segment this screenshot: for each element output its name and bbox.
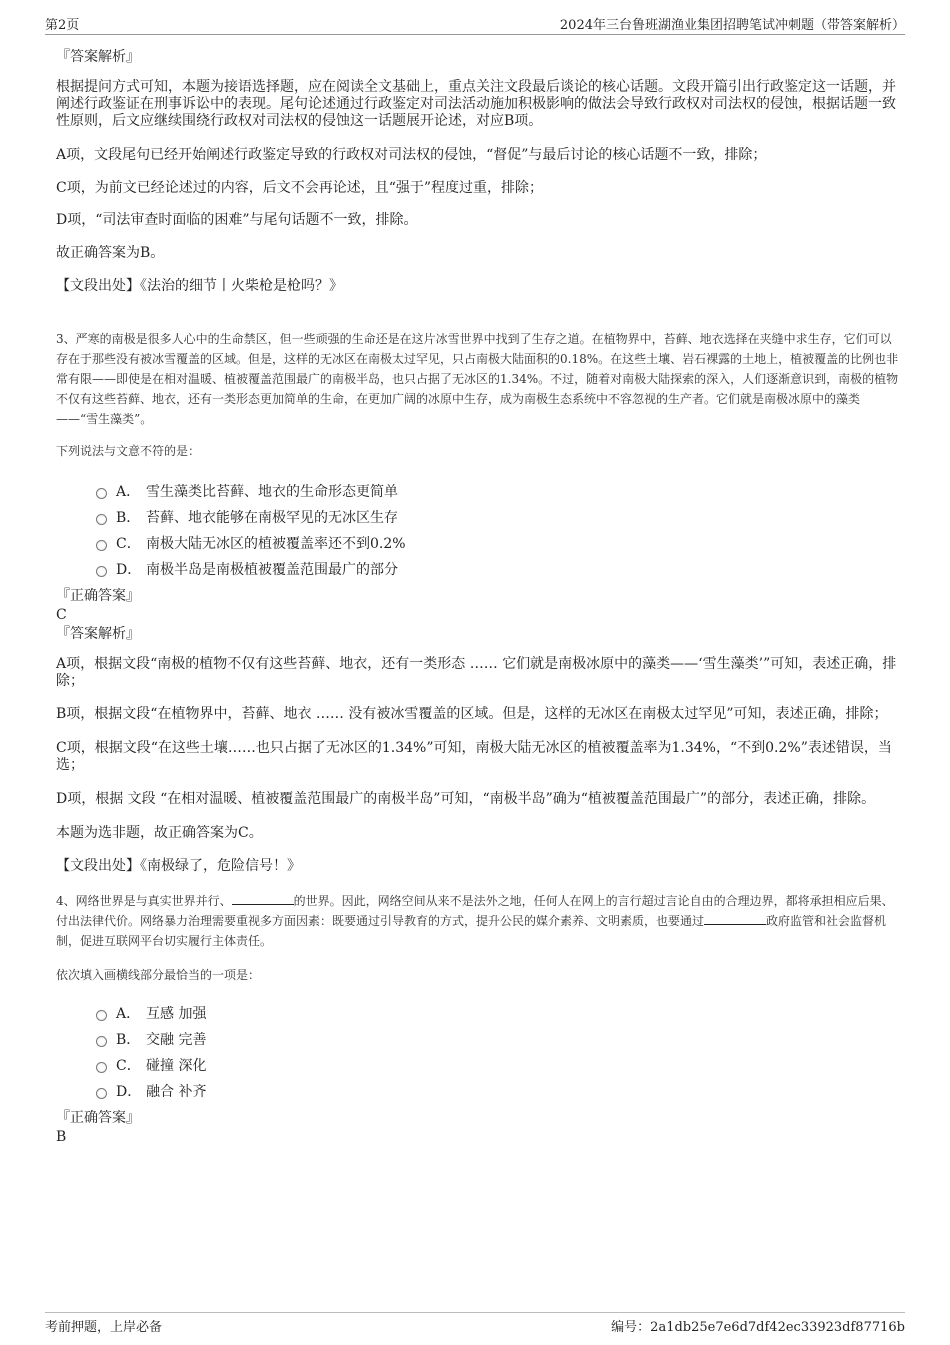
radio-icon[interactable]: [96, 566, 107, 577]
radio-icon[interactable]: [96, 1062, 107, 1073]
fill-blank-1: [232, 892, 294, 905]
q3-option-c[interactable]: C． 南极大陆无冰区的植被覆盖率还不到0.2%: [96, 531, 900, 557]
document-title: 2024年三台鲁班湖渔业集团招聘笔试冲刺题（带答案解析）: [559, 18, 905, 33]
q3-stem: 3、严寒的南极是很多人心中的生命禁区，但一些顽强的生命还是在这片冰雪世界中找到了生存之道。在植物界中，苔藓、地衣选择在夹缝中求生存，它们可以存在于那些没有被冰雪覆盖的区域。但是，这样的无冰区在南极太过罕见，只占南极大陆面积的0.18%。在这些土壤、岩石裸露的土地上，植被覆盖的比例也非常有限——即使是在相对温暖、植被覆盖范围最广的南极半岛，也只占据了无冰区的1.34%。不过，随着对南极大陆探索的深入，人们逐渐意识到，南极的植物不仅有这些苔藓、地衣，还有一类形态更加简单的生命，在更加广阔的冰原中生存，成为南极生态系统中不容忽视的生产者。它们就是南极冰原中的藻类——“雪生藻类”。: [56, 332, 899, 426]
document-code: 编号：2a1db25e7e6d7df42ec33923df87716b: [611, 1320, 905, 1335]
radio-icon[interactable]: [96, 514, 107, 525]
q3-analysis-para1: A项，根据文段“南极的植物不仅有这些苔藓、地衣，还有一类形态 …… 它们就是南极冰原中的藻类——‘雪生藻类’”可知，表述正确，排除；: [56, 656, 897, 689]
q3-analysis-label: 『答案解析』: [56, 626, 140, 642]
q3-answer: C: [56, 607, 67, 623]
q2-analysis-para3: C项，为前文已经论述过的内容，后文不会再论述，且“强于”程度过重，排除；: [56, 180, 544, 196]
q3-option-d[interactable]: D． 南极半岛是南极植被覆盖范围最广的部分: [96, 557, 900, 583]
q2-analysis-label: 『答案解析』: [56, 49, 140, 65]
q3-analysis-para3: C项，根据文段“在这些土壤……也只占据了无冰区的1.34%”可知，南极大陆无冰区的植被覆盖率为1.34%，“不到0.2%”表述错误，当选；: [56, 740, 892, 773]
footer-slogan: 考前押题，上岸必备: [45, 1320, 163, 1335]
page-header: [45, 14, 905, 35]
radio-icon[interactable]: [96, 488, 107, 499]
page-content: [56, 42, 900, 1147]
q3-conclusion: 本题为选非题，故正确答案为C。: [56, 825, 263, 841]
q4-option-a[interactable]: A． 互感 加强: [96, 1001, 900, 1027]
page-number: 第2页: [45, 18, 80, 33]
radio-icon[interactable]: [96, 1010, 107, 1021]
q4-prompt: 依次填入画横线部分最恰当的一项是：: [56, 968, 261, 982]
q3-option-a[interactable]: A． 雪生藻类比苔藓、地衣的生命形态更简单: [96, 479, 900, 505]
radio-icon[interactable]: [96, 1088, 107, 1099]
q4-answer-label: 『正确答案』: [56, 1110, 140, 1126]
q2-analysis-para4: D项，“司法审查时面临的困难”与尾句话题不一致，排除。: [56, 212, 418, 228]
q3-analysis-para2: B项，根据文段“在植物界中，苔藓、地衣 …… 没有被冰雪覆盖的区域。但是，这样的无冰区在南极太过罕见”可知，表述正确，排除；: [56, 706, 888, 722]
q3-answer-label: 『正确答案』: [56, 588, 140, 604]
q2-analysis-para1: 根据提问方式可知，本题为接语选择题，应在阅读全文基础上，重点关注文段最后谈论的核心话题。文段开篇引出行政鉴定这一话题，并阐述行政鉴证在刑事诉讼中的表现。尾句论述通过行政鉴定对司法活动施加积极影响的做法会导致行政权对司法权的侵蚀，根据话题一致性原则，后文应继续围绕行政权对司法权的侵蚀这一话题展开论述，对应B项。: [56, 79, 896, 129]
q4-option-b[interactable]: B． 交融 完善: [96, 1027, 900, 1053]
q4-option-c[interactable]: C． 碰撞 深化: [96, 1053, 900, 1079]
q3-analysis-para4: D项，根据 文段 “在相对温暖、植被覆盖范围最广的南极半岛”可知，“南极半岛”确为“植被覆盖范围最广”的部分，表述正确，排除。: [56, 791, 876, 807]
q4-option-d[interactable]: D． 融合 补齐: [96, 1079, 900, 1105]
q3-option-b[interactable]: B． 苔藓、地衣能够在南极罕见的无冰区生存: [96, 505, 900, 531]
q2-conclusion: 故正确答案为B。: [56, 245, 165, 261]
q4-answer: B: [56, 1129, 67, 1145]
q3-prompt: 下列说法与文意不符的是：: [56, 444, 201, 458]
q3-options: [56, 479, 900, 583]
radio-icon[interactable]: [96, 540, 107, 551]
q2-source: 【文段出处】《法治的细节丨火柴枪是枪吗？》: [56, 278, 343, 294]
q4-options: [56, 1001, 900, 1105]
page-footer: [45, 1312, 905, 1338]
fill-blank-2: [704, 912, 766, 925]
q4-stem: 4、网络世界是与真实世界并行、 的世界。因此，网络空间从来不是法外之地，任何人在网上的言行超过言论自由的合理边界，都将承担相应后果、付出法律代价。网络暴力治理需要重视多方面因素：既要通过引导教育的方式，提升公民的媒介素养、文明素质，也要通过 政府监管和社会监督机制，促进互联网平台切实履行主体责任。: [56, 894, 894, 948]
q3-source: 【文段出处】《南极绿了，危险信号！》: [56, 858, 301, 874]
q2-analysis-para2: A项，文段尾句已经开始阐述行政鉴定导致的行政权对司法权的侵蚀，“督促”与最后讨论的核心话题不一致，排除；: [56, 147, 767, 163]
radio-icon[interactable]: [96, 1036, 107, 1047]
